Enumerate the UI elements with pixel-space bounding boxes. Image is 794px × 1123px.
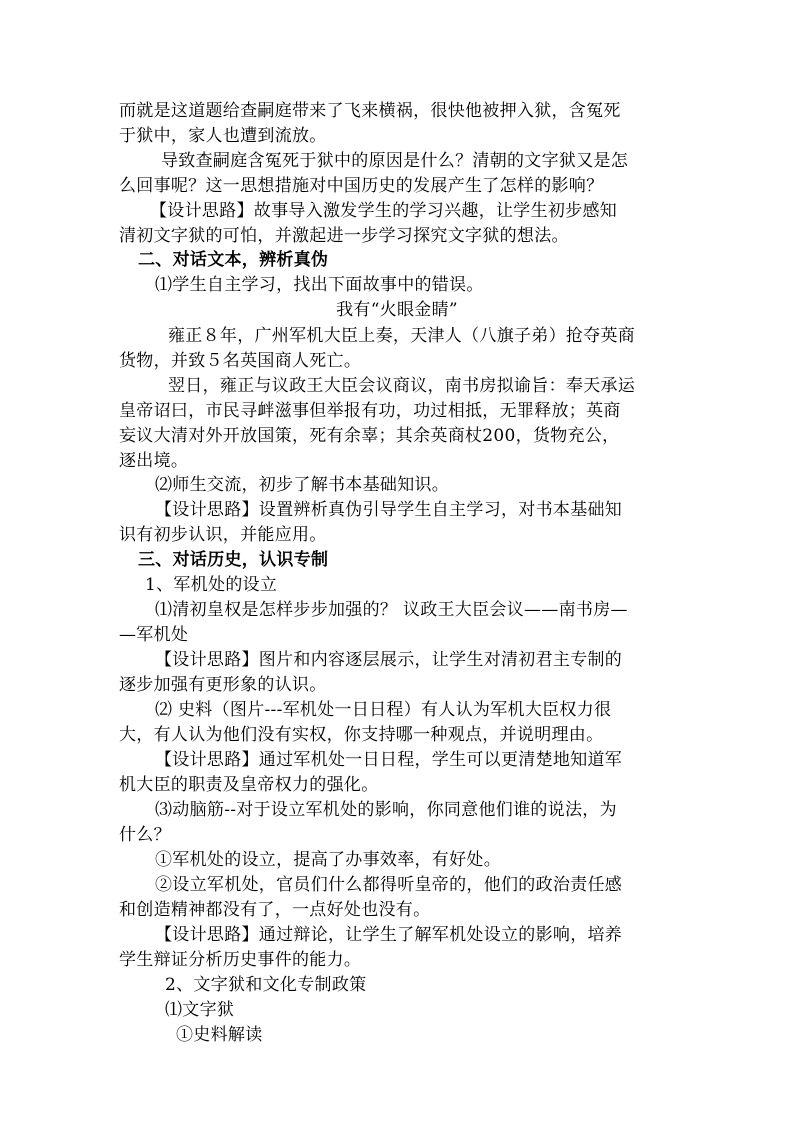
story-title: 我有“火眼金睛”	[336, 300, 458, 320]
question-3-line-2: 什么？	[119, 825, 171, 845]
story-paragraph-1-line-2: 货物，并致５名英国商人死亡。	[119, 351, 362, 371]
story-paragraph-2-line-1: 翌日，雍正与议政王大臣会议商议，南书房拟谕旨：奉天承运	[168, 376, 636, 396]
story-paragraph-2-line-4: 逐出境。	[119, 451, 189, 471]
story-intro-line-1: 而就是这道题给查嗣庭带来了飞来横祸，很快他被押入狱，含冤死	[119, 101, 621, 121]
design-note-3-line-2: 逐步加强有更形象的认识。	[119, 675, 327, 695]
question-2-line-2: 大，有人认为他们没有实权，你支持哪一种观点，并说明理由。	[119, 725, 604, 745]
subsection-2-item-1-a: ①史料解读	[176, 1025, 263, 1045]
question-1-line-2: —军机处	[119, 625, 189, 645]
design-note-1-line-2: 清初文字狱的可怕，并激起进一步学习探究文字狱的想法。	[119, 226, 569, 246]
story-paragraph-2-line-2: 皇帝诏曰，市民寻衅滋事但举报有功，功过相抵，无罪释放；英商	[119, 401, 621, 421]
question-1-line-1: ⑴清初皇权是怎样步步加强的？ 议政王大臣会议——南书房—	[155, 600, 628, 620]
opinion-1: ①军机处的设立，提高了办事效率，有好处。	[155, 850, 501, 870]
design-note-5-line-2: 学生辩证分析历史事件的能力。	[119, 950, 362, 970]
design-note-4-line-2: 机大臣的职责及皇帝权力的强化。	[119, 775, 379, 795]
design-note-2-line-2: 识有初步认识，并能应用。	[119, 525, 327, 545]
opinion-2-line-2: 和创造精神都没有了，一点好处也没有。	[119, 900, 431, 920]
subsection-1-title: 1、军机处的设立	[145, 575, 278, 595]
questions-line-2: 么回事呢？这一思想措施对中国历史的发展产生了怎样的影响？	[119, 176, 604, 196]
section-3-heading: 三、对话历史，认识专制	[138, 550, 329, 570]
section-2-heading: 二、对话文本，辨析真伪	[138, 250, 329, 270]
design-note-2-line-1: 【设计思路】设置辨析真伪引导学生自主学习，对书本基础知	[155, 500, 623, 520]
design-note-4-line-1: 【设计思路】通过军机处一日日程，学生可以更清楚地知道军	[155, 750, 623, 770]
question-3-line-1: ⑶动脑筋--对于设立军机处的影响，你同意他们谁的说法，为	[155, 800, 617, 820]
question-2-line-1: ⑵ 史料（图片---军机处一日日程）有人认为军机大臣权力很	[155, 700, 612, 720]
opinion-2-line-1: ②设立军机处，官员们什么都得听皇帝的，他们的政治责任感	[155, 875, 623, 895]
story-paragraph-1-line-1: 雍正８年，广州军机大臣上奏，天津人（八旗子弟）抢夺英商	[168, 326, 636, 346]
design-note-3-line-1: 【设计思路】图片和内容逐层展示，让学生对清初君主专制的	[155, 650, 623, 670]
section-2-item-1: ⑴学生自主学习，找出下面故事中的错误。	[155, 275, 484, 295]
design-note-5-line-1: 【设计思路】通过辩论，让学生了解军机处设立的影响，培养	[155, 925, 623, 945]
questions-line-1: 导致查嗣庭含冤死于狱中的原因是什么？清朝的文字狱又是怎	[161, 151, 629, 171]
subsection-2-item-1: ⑴文字狱	[165, 1000, 235, 1020]
section-2-item-2: ⑵师生交流，初步了解书本基础知识。	[155, 475, 450, 495]
design-note-1-line-1: 【设计思路】故事导入激发学生的学习兴趣，让学生初步感知	[150, 201, 618, 221]
story-paragraph-2-line-3: 妄议大清对外开放国策，死有余辜；其余英商杖200，货物充公，	[119, 426, 620, 446]
subsection-2-title: 2、文字狱和文化专制政策	[165, 975, 367, 995]
story-intro-line-2: 于狱中，家人也遭到流放。	[119, 126, 327, 146]
